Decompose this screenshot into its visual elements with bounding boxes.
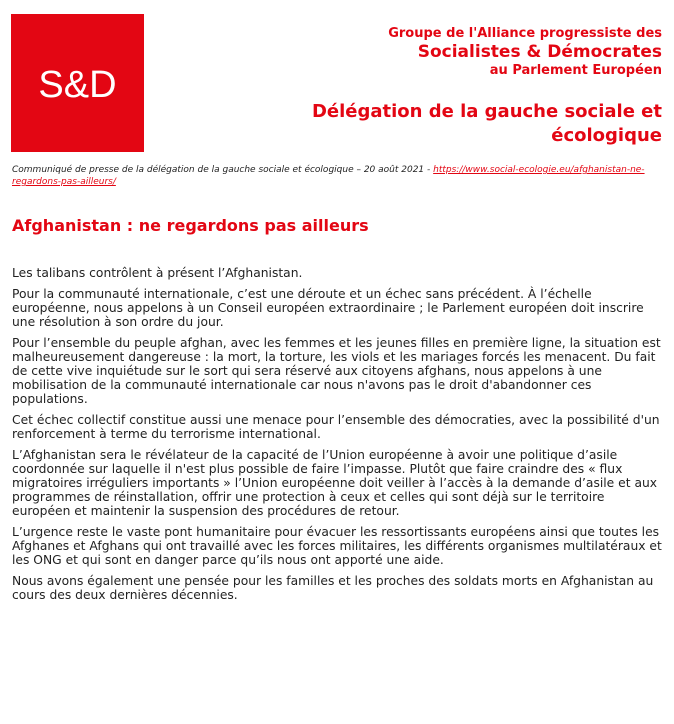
logo-text: S&D [38, 64, 117, 106]
paragraph: Cet échec collectif constitue aussi une menace pour l’ensemble des démocraties, avec la possibilité d'un renforcement à terme du terrorisme international. [12, 413, 660, 441]
paragraph: Nous avons également une pensée pour les familles et les proches des soldats morts en Afghanistan au cours des deux dernières décennies. [12, 574, 654, 602]
paragraph: L’Afghanistan sera le révélateur de la capacité de l’Union européenne à avoir une politique d’asile coordonnée sur laquelle il n'est plus possible de faire l’impasse. Plutôt que faire craindre des « flux migratoires irréguliers importants » l’Union européenne doit veiller à l’accès à la demande d’asile et aux programmes de réinstallation, offrir une protection à ceux et celles qui sont déjà sur le territoire européen et maintenir la suspension des procédures de retour. [12, 448, 658, 518]
source-link[interactable]: https://www.social-ecologie.eu/afghanistan-ne-regardons-pas-ailleurs/ [12, 165, 645, 187]
group-name-line3: au Parlement Européen [489, 63, 662, 78]
paragraph: L’urgence reste le vaste pont humanitaire pour évacuer les ressortissants européens ainsi que toutes les Afghanes et Afghans qui ont travaillé avec les forces militaires, les différents organismes multilatéraux et les ONG et qui sont en danger parce qu’ils nous ont apporté une aide. [12, 525, 662, 567]
article-title: Afghanistan : ne regardons pas ailleurs [12, 216, 369, 235]
group-header [388, 26, 662, 79]
press-release-caption [12, 164, 662, 188]
article-body [12, 266, 662, 609]
group-name-line2: Socialistes & Démocrates [417, 42, 662, 62]
group-name-line1: Groupe de l'Alliance progressiste des [388, 26, 662, 41]
caption-text: Communiqué de presse de la délégation de la gauche sociale et écologique – 20 août 2021 - [12, 165, 434, 175]
paragraph: Pour la communauté internationale, c’est une déroute et un échec sans précédent. À l’échelle européenne, nous appelons à un Conseil européen extraordinaire ; le Parlement européen doit inscrire une résolution à son ordre du jour. [12, 287, 644, 329]
paragraph: Les talibans contrôlent à présent l’Afghanistan. [12, 266, 303, 280]
delegation-title: Délégation de la gauche sociale et écologique [311, 101, 662, 146]
paragraph: Pour l’ensemble du peuple afghan, avec les femmes et les jeunes filles en première ligne, la situation est malheureusement dangereuse : la mort, la torture, les viols et les mariages forcés les menacent. Du fait de cette vive inquiétude sur le sort qui sera réservé aux citoyens afghans, nous appelons à une mobilisation de la communauté internationale car nous n'avons pas le droit d'abandonner ces populations. [12, 336, 661, 406]
sd-logo [11, 14, 144, 152]
